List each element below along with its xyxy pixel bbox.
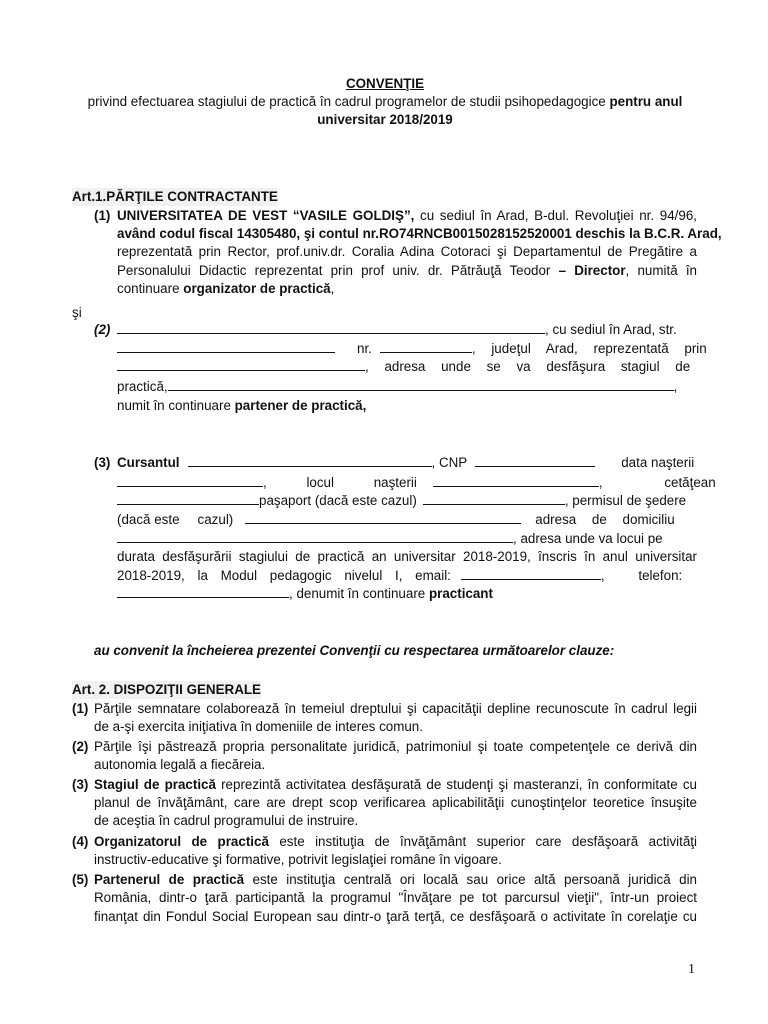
art1-p3-line5 (117, 530, 663, 548)
art1-heading: Art.1.PĂRŢILE CONTRACTANTE (72, 189, 278, 204)
art2-item4-line1 (94, 833, 697, 851)
art2-item2-line1: Părţile îşi păstrează propria personalitate juridică, patrimoniul şi toate competenţele ce derivă din (94, 739, 697, 754)
art1-p2-line1 (117, 321, 677, 339)
art2-item1-line1: Părţile semnatare colaborează în temeiul dreptului şi capacităţii depline recunoscute în cadrul legii (94, 701, 697, 716)
stagiu-term: Stagiul de practică (94, 777, 216, 792)
art1-p2-line4 (117, 378, 677, 396)
partner-representative-field[interactable] (117, 358, 365, 371)
adresa-locuire-label: , adresa unde va locui pe (513, 531, 663, 546)
comma: , (673, 379, 678, 394)
birth-place-field[interactable] (433, 474, 599, 487)
director-text: Personalului Didactic reprezentat prin prof univ. dr. Pătrăuţă Teodor (117, 263, 551, 278)
art2-item1-line2: de a-şi exercita iniţiativa în domeniile de interes comun. (94, 719, 423, 734)
art1-p3-line6: durata desfăşurării stagiului de practică an universitar 2018-2019, înscris în anul universitar (117, 549, 697, 564)
art2-item4-line2: instructiv-educative şi formative, potrivit legislaţiei române în vigoare. (94, 852, 502, 867)
partner-number-field[interactable] (380, 340, 472, 353)
citizenship-field[interactable] (117, 492, 259, 505)
art2-heading: Art. 2. DISPOZIŢII GENERALE (72, 682, 261, 697)
art2-item3-number: (3) (72, 777, 89, 792)
numit-text: numit în continuare (117, 398, 235, 413)
art1-p2-number: (2) (94, 322, 111, 337)
university-address: cu sediul în Arad, B-dul. Revoluţiei nr. 94/96, (414, 208, 697, 223)
phone-field[interactable] (117, 585, 289, 598)
art1-p1-line2: având codul fiscal 14305480, şi contul nr.RO74RNCB0015028152520001 deschis la B.C.R. Arad, (117, 226, 722, 241)
document-subtitle-line1 (60, 93, 710, 111)
partener-term: Partenerul de practică (94, 872, 245, 887)
page-number: 1 (688, 962, 695, 977)
document-title: CONVENŢIE (345, 76, 425, 91)
email-field[interactable] (461, 567, 601, 580)
locul-nasterii-label: , locul naşterii (263, 475, 417, 490)
art2-item3-line1 (94, 776, 697, 794)
partener-label: partener de practică, (234, 398, 367, 413)
art1-p3-line7 (117, 567, 682, 585)
adresa-domiciliu-label: adresa de domiciliu (535, 512, 675, 527)
cetatean-label: , cetăţean (598, 475, 716, 490)
practica-label: practică, (117, 379, 168, 394)
art2-item4-number: (4) (72, 834, 89, 849)
organizator-definition: este instituţia de învăţământ superior care desfăşoară activităţi (268, 834, 697, 849)
art1-p1-line5 (117, 280, 334, 298)
art2-item2-number: (2) (72, 739, 89, 754)
home-address-field[interactable] (117, 530, 513, 543)
agreement-clause: au convenit la încheierea prezentei Convenţii cu respectarea următoarelor clauze: (94, 643, 615, 658)
art1-p2-line2 (117, 340, 707, 358)
art2-item5-number: (5) (72, 872, 89, 887)
continuare-text: continuare (117, 281, 184, 296)
partner-address-label: , cu sediul în Arad, str. (545, 322, 677, 337)
art2-item5-line3: finanţat din Fondul Social European sau dintr-o ţară terţă, ce desfăşoară o activitate în corelaţie cu (94, 909, 697, 924)
partner-street-field[interactable] (117, 340, 335, 353)
stagiu-address-label: , adresa unde se va desfăşura stagiul de (365, 359, 691, 374)
comma: , (330, 281, 335, 296)
art1-p1-line4 (117, 262, 697, 280)
art1-p1-line3: reprezentată prin Rector, prof.univ.dr. Coralia Adina Cotoraci şi Departamentul de Pregătire a (117, 244, 697, 259)
birth-date-field[interactable] (117, 474, 263, 487)
document-subtitle-line2: universitar 2018/2019 (317, 112, 453, 127)
cnp-field[interactable] (475, 454, 595, 467)
modul-label: 2018-2019, la Modul pedagogic nivelul I, email: (117, 568, 451, 583)
cursant-label: Cursantul (117, 455, 180, 470)
telefon-label: , telefon: (600, 568, 683, 583)
cnp-label: , CNP (431, 455, 468, 470)
art1-p3-number: (3) (94, 455, 111, 470)
director-end: , numită în (625, 263, 697, 278)
organizator-term: Organizatorul de practică (94, 834, 269, 849)
partner-name-field[interactable] (117, 321, 545, 334)
si-conjunction: şi (72, 305, 82, 320)
subtitle-bold-text: pentru anul (609, 94, 683, 109)
data-nasterii-label: data naşterii (621, 455, 695, 470)
art1-p3-line3 (117, 492, 686, 510)
art2-item3-line3: de aceştia în cadrul programului de instruire. (94, 813, 359, 828)
art1-p1-number: (1) (94, 208, 111, 223)
stagiu-definition: reprezintă activitatea desfăşurată de studenţi şi masteranzi, în conformitate cu (215, 777, 697, 792)
art1-p1-line1 (117, 207, 697, 225)
art1-p2-line5 (117, 397, 366, 415)
cazul-label: cazul) (197, 512, 234, 527)
judet-label: , judeţul Arad, reprezentată prin (471, 341, 707, 356)
art2-item5-line2: România, dintr-o ţară participantă la programul "Învăţare pe tot parcursul vieţii", într-un proiect (94, 890, 697, 905)
permis-label: , permisul de şedere (564, 493, 687, 508)
organizator-label: organizator de practică (183, 281, 331, 296)
subtitle-text: privind efectuarea stagiului de practică în cadrul programelor de studii psihopedagogice (87, 94, 610, 109)
pasaport-label: paşaport (dacă este cazul) (259, 493, 417, 508)
passport-field[interactable] (423, 492, 565, 505)
denumit-text: , denumit în continuare (289, 586, 429, 601)
art2-item5-line1 (94, 871, 697, 889)
stagiu-address-field[interactable] (168, 378, 674, 391)
art1-p3-line4 (117, 511, 675, 529)
art1-p3-line8 (117, 585, 493, 603)
art2-item3-line2: planul de învăţământ, care are drept scop verificarea aplicabilităţii cunoştinţelor teoretice însuşite (94, 795, 697, 810)
university-name: UNIVERSITATEA DE VEST “VASILE GOLDIŞ”, (117, 208, 415, 223)
nr-label: nr. (357, 341, 372, 356)
practicant-label: practicant (428, 586, 493, 601)
daca-este-label: (dacă este (117, 512, 180, 527)
art1-p2-line3 (117, 358, 690, 376)
director-title: – Director (550, 263, 626, 278)
art2-item2-line2: autonomia legală a fiecăreia. (94, 757, 266, 772)
art2-item1-number: (1) (72, 701, 89, 716)
cursant-name-field[interactable] (188, 454, 432, 467)
residence-permit-field[interactable] (245, 511, 521, 524)
art1-p3-line1 (117, 454, 694, 472)
partener-definition: este instituţia centrală ori locală sau orice altă persoană juridică din (244, 872, 697, 887)
art1-p3-line2 (117, 474, 716, 492)
